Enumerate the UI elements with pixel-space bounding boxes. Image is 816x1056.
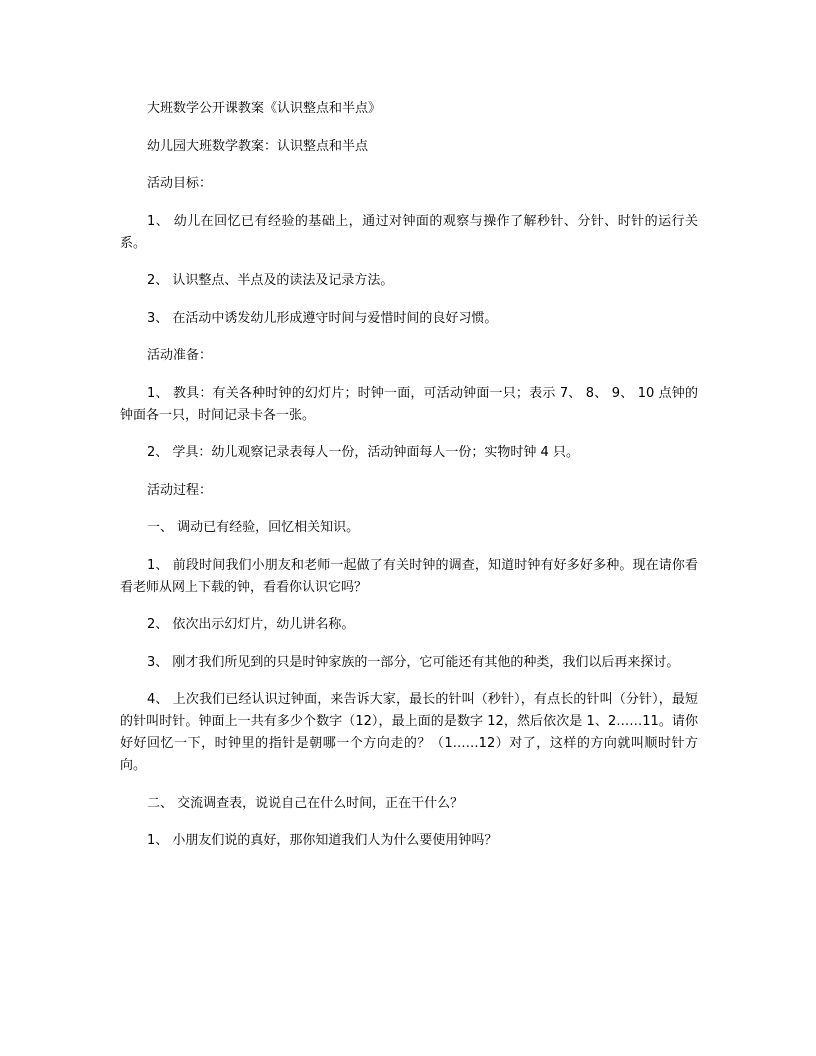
prep-item-2: 2、 学具：幼儿观察记录表每人一份，活动钟面每人一份；实物时钟 4 只。 <box>147 445 579 460</box>
document-body <box>120 98 698 868</box>
section1-heading: 一、 调动已有经验，回忆相关知识。 <box>147 520 360 535</box>
goal-item-2: 2、 认识整点、半点及的读法及记录方法。 <box>147 273 394 288</box>
section1-item-1: 1、 前段时间我们小朋友和老师一起做了有关时钟的调查，知道时钟有好多好多种。现在请你看看老师从网上下载的钟，看看你认识它吗？ <box>120 557 698 595</box>
section1-item-2: 2、 依次出示幻灯片，幼儿讲名称。 <box>147 617 355 632</box>
section1-item-3: 3、 刚才我们所见到的只是时钟家族的一部分，它可能还有其他的种类，我们以后再来探讨。 <box>147 654 680 670</box>
process-heading: 活动过程： <box>147 482 213 498</box>
goals-heading: 活动目标： <box>147 176 213 191</box>
section2-heading: 二、 交流调查表，说说自己在什么时间，正在干什么？ <box>147 795 464 811</box>
document-title: 大班数学公开课教案《认识整点和半点》 <box>147 101 382 116</box>
goal-item-3: 3、 在活动中诱发幼儿形成遵守时间与爱惜时间的良好习惯。 <box>147 310 498 326</box>
section1-item-4: 4、 上次我们已经认识过钟面，来告诉大家，最长的针叫（秒针），有点长的针叫（分针），最短的针叫时针。钟面上一共有多少个数字（12），最上面的是数字 12，然后依次是 1、2……11。请你好好回忆一下，时钟里的指针是朝哪一个方向走的？（1……12）对了，这样的方向就叫顺时针方向。 <box>120 692 698 773</box>
prep-heading: 活动准备： <box>147 348 213 363</box>
prep-item-1: 1、 教具：有关各种时钟的幻灯片；时钟一面，可活动钟面一只；表示 7、 8、 9、 10 点钟的钟面各一只，时间记录卡各一张。 <box>120 385 698 423</box>
section2-item-1: 1、 小朋友们说的真好，那你知道我们人为什么要使用钟吗？ <box>147 833 498 848</box>
document-subtitle: 幼儿园大班数学教案：认识整点和半点 <box>147 138 369 154</box>
goal-item-1: 1、 幼儿在回忆已有经验的基础上，通过对钟面的观察与操作了解秒针、分针、时针的运行关系。 <box>120 213 698 251</box>
